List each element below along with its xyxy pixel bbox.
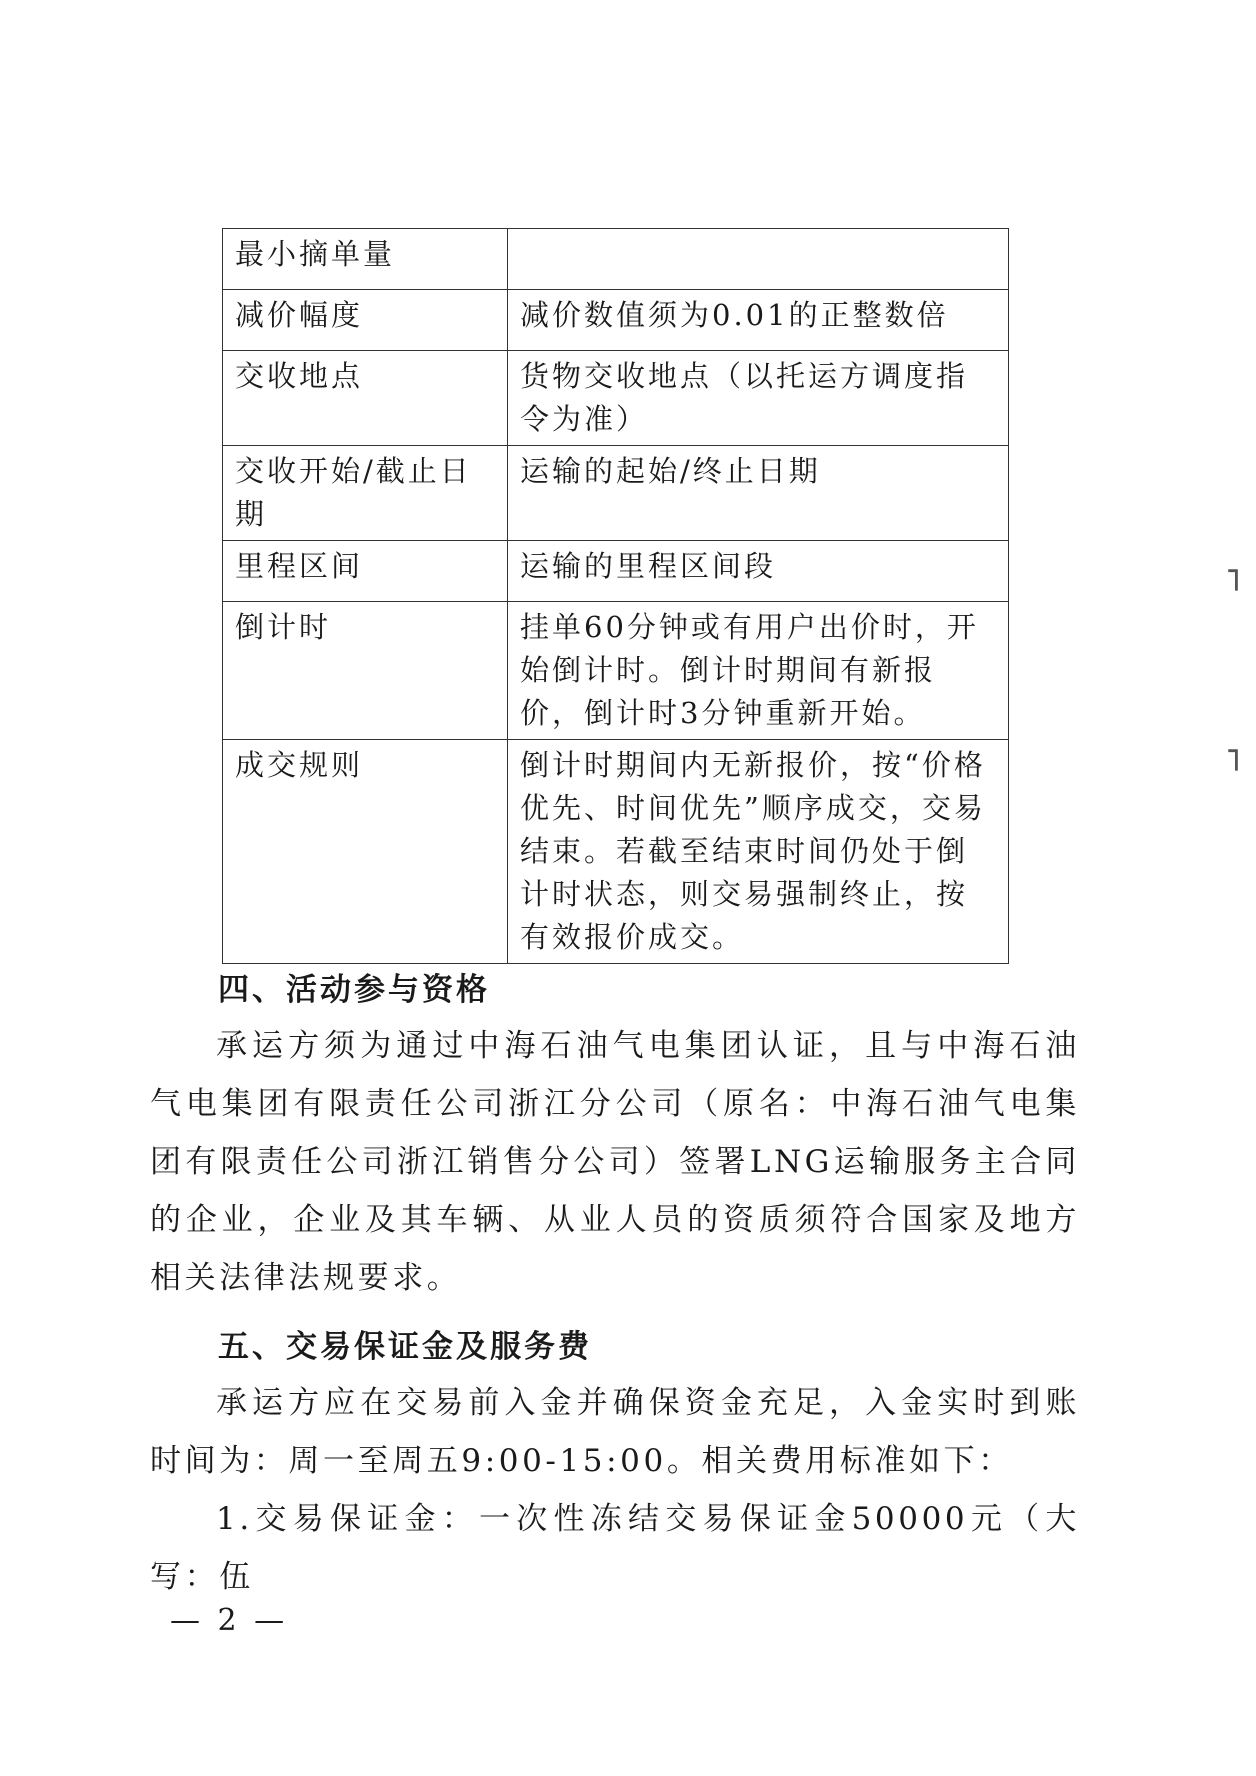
list-item: 1.交易保证金：一次性冻结交易保证金50000元（大写：伍 bbox=[150, 1501, 1080, 1595]
table-row bbox=[223, 229, 1009, 290]
table-row bbox=[223, 541, 1009, 602]
table-row bbox=[223, 290, 1009, 351]
row-value: 挂单60分钟或有用户出价时，开始倒计时。倒计时期间有新报价，倒计时3分钟重新开始。 bbox=[508, 602, 1009, 740]
section-heading: 四、活动参与资格 bbox=[218, 972, 490, 1008]
table-row bbox=[223, 740, 1009, 964]
row-label: 交收地点 bbox=[223, 351, 508, 446]
trading-rules-table bbox=[222, 228, 1009, 964]
row-value: 减价数值须为0.01的正整数倍 bbox=[508, 290, 1009, 351]
page-number: — 2 — bbox=[170, 1603, 289, 1638]
row-label: 倒计时 bbox=[223, 602, 508, 740]
row-value: 倒计时期间内无新报价，按“价格优先、时间优先”顺序成交，交易结束。若截至结束时间仍处于倒计时状态，则交易强制终止，按有效报价成交。 bbox=[508, 740, 1009, 964]
table-row bbox=[223, 351, 1009, 446]
body-paragraph: 承运方应在交易前入金并确保资金充足，入金实时到账时间为：周一至周五9:00-15:00。相关费用标准如下： bbox=[150, 1385, 1080, 1479]
row-value: 运输的里程区间段 bbox=[508, 541, 1009, 602]
table-row bbox=[223, 602, 1009, 740]
section-heading: 五、交易保证金及服务费 bbox=[218, 1329, 592, 1365]
table-row bbox=[223, 446, 1009, 541]
row-label: 里程区间 bbox=[223, 541, 508, 602]
row-value: 货物交收地点（以托运方调度指令为准） bbox=[508, 351, 1009, 446]
row-label: 交收开始/截止日期 bbox=[223, 446, 508, 541]
scan-artifact-mark: ⌐ bbox=[1213, 745, 1254, 775]
row-label: 最小摘单量 bbox=[223, 229, 508, 290]
body-paragraph: 承运方须为通过中海石油气电集团认证，且与中海石油气电集团有限责任公司浙江分公司（原名：中海石油气电集团有限责任公司浙江销售分公司）签署LNG运输服务主合同的企业，企业及其车辆、从业人员的资质须符合国家及地方相关法律法规要求。 bbox=[150, 1028, 1080, 1296]
scan-artifact-mark: ⌐ bbox=[1213, 565, 1254, 595]
row-label: 减价幅度 bbox=[223, 290, 508, 351]
row-value bbox=[508, 229, 1009, 290]
row-label: 成交规则 bbox=[223, 740, 508, 964]
row-value: 运输的起始/终止日期 bbox=[508, 446, 1009, 541]
